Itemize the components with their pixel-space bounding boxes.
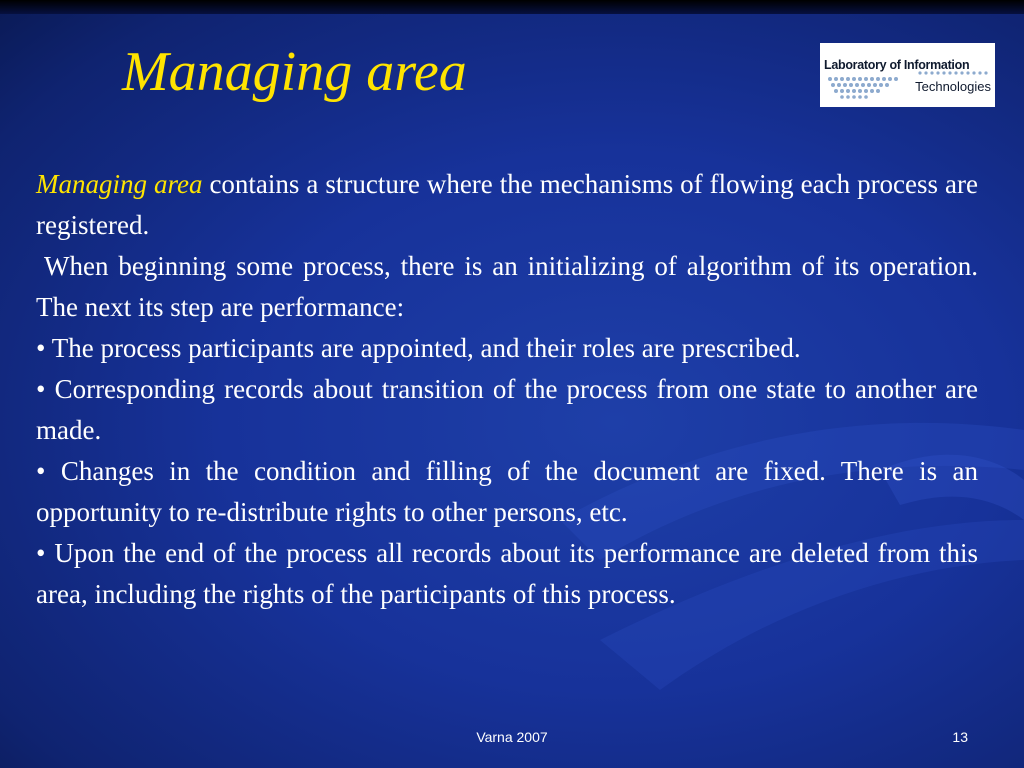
bullet-marker: • (36, 456, 46, 486)
bullet-text: The process participants are appointed, and their roles are prescribed. (51, 333, 801, 363)
bullet-item (36, 328, 978, 369)
bullet-item (36, 451, 978, 533)
bullet-item (36, 369, 978, 451)
slide-number: 13 (952, 729, 968, 745)
managing-area-term: Managing area (36, 169, 203, 199)
bullet-text: Changes in the condition and filling of the document are fixed. There is an opportunity to re-distribute rights to other persons, etc. (36, 456, 979, 527)
bullet-text: Upon the end of the process all records about its performance are deleted from this area, including the rights of the participants of this process. (36, 538, 978, 609)
bullet-item (36, 533, 978, 615)
paragraph-initializing: When beginning some process, there is an initializing of algorithm of its operation. The next its step are performance: (36, 251, 978, 322)
bullet-text: Corresponding records about transition of the process from one state to another are made. (36, 374, 979, 445)
logo-dot-pattern (820, 43, 995, 107)
footer-location: Varna 2007 (476, 729, 548, 745)
slide-title: Managing area (122, 41, 467, 103)
paragraph-intro-text: contains a structure where the mechanisms of flowing each process are registered. (36, 169, 978, 240)
paragraph-intro (36, 164, 978, 246)
bullet-marker: • (36, 374, 46, 404)
logo-text-line2: Technologies (915, 79, 991, 94)
lab-logo (820, 43, 995, 107)
bullet-marker: • (36, 333, 46, 363)
logo-text-line1: Laboratory of Information (824, 58, 970, 72)
slide-body (36, 164, 978, 615)
bullet-marker: • (36, 538, 46, 568)
